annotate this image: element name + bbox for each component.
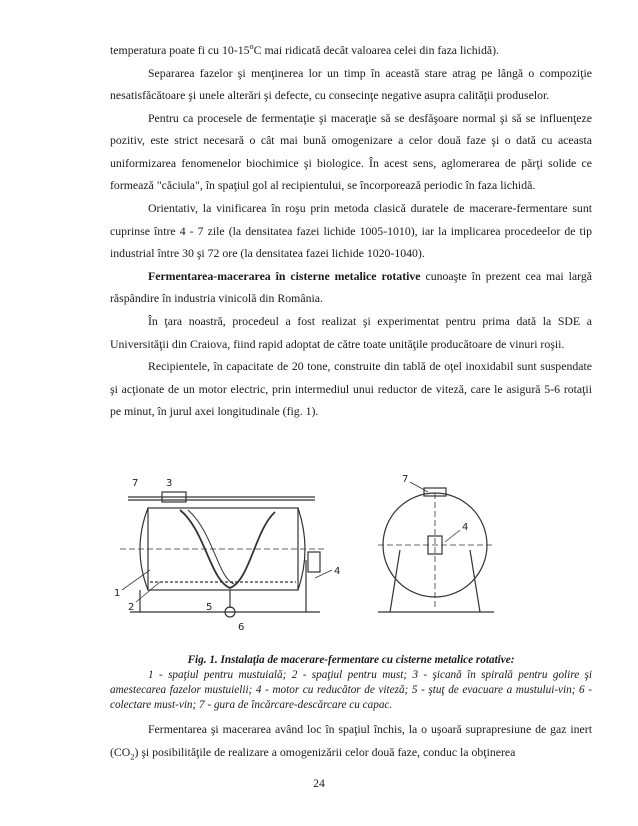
page-number: 24 bbox=[313, 776, 325, 790]
figure-rotary-tank-drawing bbox=[110, 470, 592, 640]
body-text bbox=[110, 36, 592, 423]
label-7: 7 bbox=[132, 478, 139, 489]
end-label-4: 4 bbox=[462, 522, 469, 533]
caption-title: Fig. 1. Instalaţia de macerare-fermentare cu cisterne metalice rotative: bbox=[187, 654, 515, 666]
spiral-baffle-inner bbox=[188, 510, 234, 584]
label-4: 4 bbox=[334, 566, 341, 577]
motor-box bbox=[308, 552, 320, 572]
figure-caption bbox=[110, 653, 592, 713]
caption-body: 1 - spaţiul pentru mustuială; 2 - spaţiul pentru must; 3 - şicană în spirală pentru golire şi amestecarea fazelor mustuielii; 4 - motor cu reducător de viteză; 5 - ştuţ de evacuare a mustului-vin; 6 - colectare must-vin; 7 - gura de încărcare-descărcare cu capac. bbox=[110, 669, 592, 711]
end-label-7: 7 bbox=[402, 474, 409, 485]
label-5: 5 bbox=[206, 602, 213, 613]
label-1: 1 bbox=[114, 588, 121, 599]
body-paragraph-5: Fermentarea-macerarea în cisterne metalice rotative cunoaşte în prezent cea mai largă răspândire în industria vinicolă din România. bbox=[110, 268, 592, 306]
tank-end-view bbox=[378, 482, 494, 612]
tank-side-view bbox=[120, 492, 332, 617]
body-paragraph-1: temperatura poate fi cu 10-15$^o$C mai ridicată decât valoarea celei din faza lichidă). bbox=[110, 42, 499, 57]
body-text-continued bbox=[110, 718, 592, 769]
label-3: 3 bbox=[166, 478, 173, 489]
body-paragraph-2: Separarea fazelor şi menţinerea lor un timp în această stare atrag pe lângă o compoziţie nesatisfăcătoare şi unele alterări şi defecte, cu consecinţe negative asupra calităţii produselor. bbox=[110, 65, 592, 103]
body-paragraph-6: În ţara noastră, procedeul a fost realizat şi experimentat pentru prima dată la SDE a Universităţii din Craiova, fiind rapid adoptat de către toate unităţile producătoare de vinuri roşii. bbox=[110, 314, 592, 351]
end-left-leg bbox=[390, 550, 400, 612]
label-6: 6 bbox=[238, 622, 245, 633]
body-paragraph-3: Pentru ca procesele de fermentaţie şi maceraţie să se desfăşoare normal şi să se influenţeze pozitiv, este strict necesară o cât mai bună omogenizare a celor două faze şi o dată cu aceasta uniformizarea fenomenelor biochimice şi biologice. În acest sens, aglomerarea de părţi solide ce formează "căciula", în spaţiul gol al recipientului, se încorporează periodic în faza lichidă. bbox=[110, 110, 592, 193]
label-2: 2 bbox=[128, 602, 135, 613]
body-paragraph-4: Orientativ, la vinificarea în roşu prin metoda clasică duratele de macerare-fermentare sunt cuprinse între 4 - 7 zile (la densitatea fazei lichide 1005-1010), iar la implicarea procedeelor de tip industrial între 30 şi 72 ore (la densitatea fazei lichide 1020-1040). bbox=[110, 201, 592, 261]
body-continued-paragraph-1: Fermentarea şi macerarea având loc în spaţiul închis, la o uşoară suprapresiune de gaz inert $(CO_2)$ şi posibilităţile de realizare a omogenizării celor două faze, conduc la obţinerea bbox=[110, 722, 592, 761]
end-right-leg bbox=[470, 550, 480, 612]
body-paragraph-7: Recipientele, în capacitate de 20 tone, construite din tablă de oţel inoxidabil sunt suspendate şi acţionate de un motor electric, prin intermediul unui reductor de viteză, care le asigură 5-6 rotaţii pe minut, în jurul axei longitudinale (fig. 1). bbox=[110, 359, 592, 419]
